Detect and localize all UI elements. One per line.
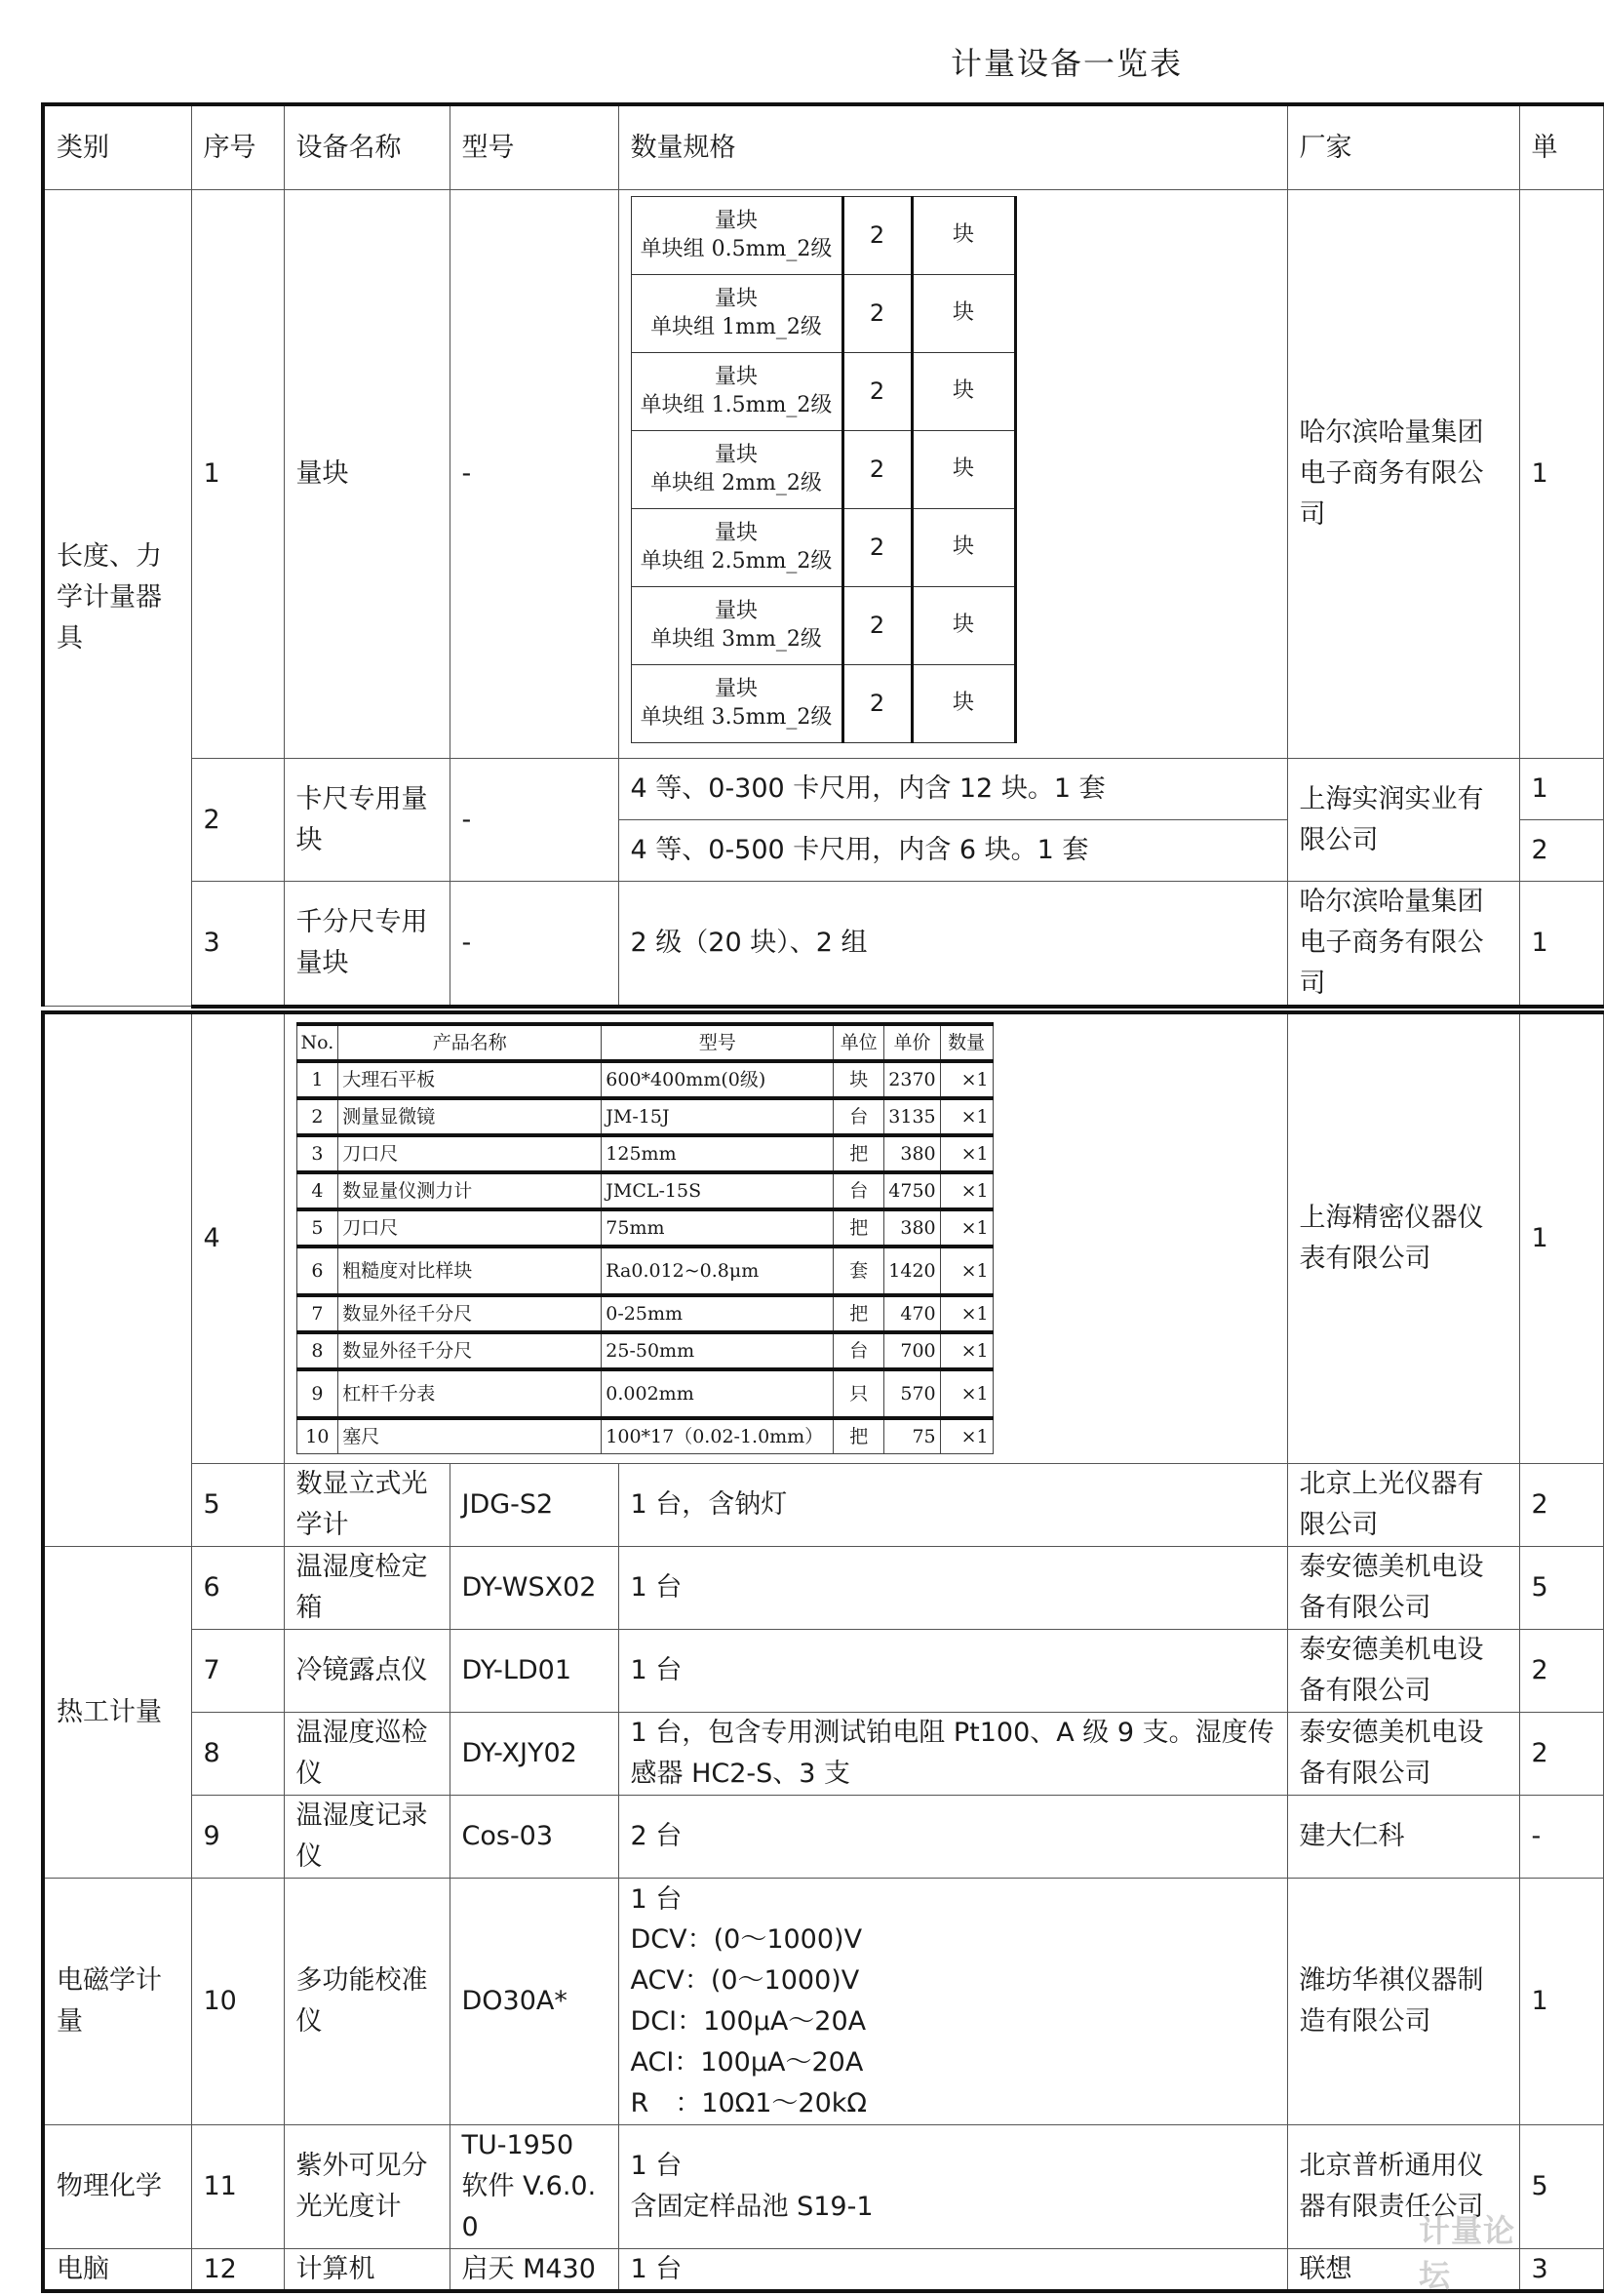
- product-qty: ×1: [940, 1332, 993, 1369]
- row-model: -: [450, 759, 618, 882]
- row-vendor: 建大仁科: [1287, 1796, 1519, 1879]
- product-price: 380: [884, 1209, 940, 1247]
- category-cell: 物理化学: [43, 2125, 191, 2249]
- spec-line: 1 台: [630, 2150, 683, 2181]
- row-model: Cos-03: [450, 1796, 618, 1879]
- gauge-block-unit: 块: [912, 197, 1015, 275]
- row-no: 9: [191, 1796, 284, 1879]
- product-no: 10: [296, 1418, 338, 1454]
- row-vendor: 泰安德美机电设备有限公司: [1287, 1713, 1519, 1796]
- row-name: 温湿度巡检仪: [284, 1713, 450, 1796]
- row-name: 计算机: [284, 2248, 450, 2291]
- gauge-block-row: [631, 665, 1015, 743]
- category-cell: 热工计量: [43, 1547, 191, 1879]
- gauge-block-row: [631, 275, 1015, 353]
- gauge-block-name: [631, 509, 842, 587]
- row-extra: -: [1519, 1796, 1603, 1879]
- gauge-block-qty: 2: [842, 587, 912, 665]
- gauge-block-row: [631, 431, 1015, 509]
- watermark: 计量论坛: [1419, 2212, 1516, 2294]
- row-no: 10: [191, 1879, 284, 2125]
- row-name: 温湿度检定箱: [284, 1547, 450, 1630]
- row-extra: 2: [1519, 1464, 1603, 1547]
- spec-line: 4 等、0-500 卡尺用，内含 6 块。1 套: [619, 819, 1287, 881]
- category-cell: 电磁学计量: [43, 1879, 191, 2125]
- product-qty: ×1: [940, 1295, 993, 1332]
- row-name: 冷镜露点仪: [284, 1630, 450, 1713]
- gauge-block-name: [631, 587, 842, 665]
- row-vendor: 泰安德美机电设备有限公司: [1287, 1630, 1519, 1713]
- row-model: DY-LD01: [450, 1630, 618, 1713]
- product-name: 刀口尺: [338, 1135, 602, 1172]
- extra-line: 2: [1520, 819, 1603, 881]
- row-name: 紫外可见分光光度计: [284, 2125, 450, 2249]
- gauge-block-title: 量块: [714, 442, 758, 467]
- header-no: 序号: [191, 104, 284, 190]
- row-no: 2: [191, 759, 284, 882]
- product-name: 粗糙度对比样块: [338, 1247, 602, 1295]
- row-extra: 1: [1519, 882, 1603, 1007]
- model-line: 软件 V.6.0.0: [461, 2170, 597, 2242]
- product-price: 75: [884, 1418, 940, 1454]
- spec-line: 4 等、0-300 卡尺用，内含 12 块。1 套: [630, 773, 1106, 804]
- product-row: [296, 1369, 993, 1418]
- product-unit: 把: [834, 1209, 884, 1247]
- product-no: 5: [296, 1209, 338, 1247]
- product-qty: ×1: [940, 1098, 993, 1135]
- gauge-block-qty: 2: [842, 509, 912, 587]
- product-header: 单位: [834, 1024, 884, 1061]
- row-spec: 2 台: [618, 1796, 1287, 1879]
- gauge-block-unit: 块: [912, 275, 1015, 353]
- product-row: [296, 1247, 993, 1295]
- row-extra: 2: [1519, 1713, 1603, 1796]
- gauge-block-spec: 单块组 0.5mm_2级: [640, 236, 833, 261]
- gauge-block-qty: 2: [842, 665, 912, 743]
- row-name: 多功能校准仪: [284, 1879, 450, 2125]
- row-name: 温湿度记录仪: [284, 1796, 450, 1879]
- product-name: 数显外径千分尺: [338, 1295, 602, 1332]
- gauge-block-title: 量块: [714, 598, 758, 623]
- row-extra: 5: [1519, 1547, 1603, 1630]
- row-vendor: 哈尔滨哈量集团电子商务有限公司: [1287, 882, 1519, 1007]
- gauge-block-unit: 块: [912, 665, 1015, 743]
- row-model: -: [450, 190, 618, 759]
- table-row: [43, 882, 1603, 1007]
- row-name: 量块: [284, 190, 450, 759]
- product-unit: 块: [834, 1061, 884, 1098]
- row-model: DY-WSX02: [450, 1547, 618, 1630]
- spec-line: 1 台: [630, 1883, 683, 1915]
- product-qty: ×1: [940, 1209, 993, 1247]
- table-row: [43, 1547, 1603, 1630]
- table-row: [43, 1796, 1603, 1879]
- gauge-block-row: [631, 197, 1015, 275]
- product-unit: 把: [834, 1295, 884, 1332]
- product-unit: 把: [834, 1135, 884, 1172]
- row-vendor: 上海精密仪器仪表有限公司: [1287, 1012, 1519, 1464]
- row-no: 4: [191, 1012, 284, 1464]
- gauge-block-row: [631, 587, 1015, 665]
- product-price: 3135: [884, 1098, 940, 1135]
- product-unit: 套: [834, 1247, 884, 1295]
- gauge-block-spec: 单块组 3.5mm_2级: [640, 704, 833, 730]
- row-no: 12: [191, 2248, 284, 2291]
- gauge-block-spec: 单块组 2mm_2级: [650, 470, 822, 495]
- product-name: 数显外径千分尺: [338, 1332, 602, 1369]
- row-vendor: 北京普析通用仪器有限责任公司: [1287, 2125, 1519, 2249]
- category-cell: 电脑: [43, 2248, 191, 2291]
- gauge-block-spec: 单块组 3mm_2级: [650, 626, 822, 652]
- row-no: 5: [191, 1464, 284, 1547]
- product-model: 0.002mm: [602, 1369, 834, 1418]
- product-model: 600*400mm(0级): [602, 1061, 834, 1098]
- row-model: DY-XJY02: [450, 1713, 618, 1796]
- product-no: 1: [296, 1061, 338, 1098]
- header-name: 设备名称: [284, 104, 450, 190]
- table-row: [43, 2125, 1603, 2249]
- product-row: [296, 1209, 993, 1247]
- category-cell: 长度、力学计量器具: [43, 190, 191, 1007]
- product-header: No.: [296, 1024, 338, 1061]
- table-row: [43, 759, 1603, 882]
- table-header-row: [43, 104, 1603, 190]
- row-spec: 1 台: [618, 2248, 1287, 2291]
- category-cell: [43, 1012, 191, 1547]
- product-model: Ra0.012~0.8μm: [602, 1247, 834, 1295]
- product-header: 单价: [884, 1024, 940, 1061]
- product-price: 4750: [884, 1172, 940, 1209]
- extra-line: 1: [1531, 773, 1548, 804]
- product-list-table: [296, 1022, 994, 1454]
- header-spec: 数量规格: [618, 104, 1287, 190]
- row-name: 数显立式光学计: [284, 1464, 450, 1547]
- product-row: [296, 1332, 993, 1369]
- table-row: [43, 2248, 1603, 2291]
- row-model: [450, 2125, 618, 2249]
- model-line: TU-1950: [461, 2130, 574, 2161]
- row-extra: [1519, 759, 1603, 882]
- header-vendor: 厂家: [1287, 104, 1519, 190]
- product-model: JM-15J: [602, 1098, 834, 1135]
- row-no: 11: [191, 2125, 284, 2249]
- gauge-block-spec: 单块组 1.5mm_2级: [640, 392, 833, 417]
- product-price: 380: [884, 1135, 940, 1172]
- spec-line: 含固定样品池 S19-1: [630, 2191, 874, 2222]
- table-row: [43, 190, 1603, 759]
- row-vendor: 北京上光仪器有限公司: [1287, 1464, 1519, 1547]
- product-qty: ×1: [940, 1061, 993, 1098]
- product-price: 470: [884, 1295, 940, 1332]
- row-spec: [618, 1879, 1287, 2125]
- gauge-block-qty: 2: [842, 431, 912, 509]
- product-price: 2370: [884, 1061, 940, 1098]
- gauge-block-title: 量块: [714, 520, 758, 545]
- product-name: 数显量仪测力计: [338, 1172, 602, 1209]
- product-no: 6: [296, 1247, 338, 1295]
- gauge-block-unit: 块: [912, 587, 1015, 665]
- table-row: [43, 1012, 1603, 1464]
- product-model: 125mm: [602, 1135, 834, 1172]
- product-no: 7: [296, 1295, 338, 1332]
- row-spec: 1 台: [618, 1630, 1287, 1713]
- row-spec: [618, 2125, 1287, 2249]
- page-title: 计量设备一览表: [951, 45, 1184, 82]
- gauge-block-unit: 块: [912, 509, 1015, 587]
- product-qty: ×1: [940, 1135, 993, 1172]
- product-name: 大理石平板: [338, 1061, 602, 1098]
- row-spec: [618, 190, 1287, 759]
- spec-line: ACI：100μA～20A: [630, 2046, 864, 2078]
- product-no: 2: [296, 1098, 338, 1135]
- product-model: 25-50mm: [602, 1332, 834, 1369]
- row-name: 千分尺专用量块: [284, 882, 450, 1007]
- product-model: JMCL-15S: [602, 1172, 834, 1209]
- product-price: 1420: [884, 1247, 940, 1295]
- gauge-block-name: [631, 275, 842, 353]
- product-name: 测量显微镜: [338, 1098, 602, 1135]
- product-row: [296, 1098, 993, 1135]
- gauge-block-unit: 块: [912, 353, 1015, 431]
- gauge-block-row: [631, 509, 1015, 587]
- gauge-block-title: 量块: [714, 286, 758, 311]
- row-model: 启天 M430: [450, 2248, 618, 2291]
- row-no: 7: [191, 1630, 284, 1713]
- gauge-block-title: 量块: [714, 364, 758, 389]
- gauge-block-table: [631, 196, 1017, 743]
- gauge-block-qty: 2: [842, 275, 912, 353]
- product-model: 100*17（0.02-1.0mm）: [602, 1418, 834, 1454]
- row-model: DO30A*: [450, 1879, 618, 2125]
- row-model: JDG-S2: [450, 1464, 618, 1547]
- gauge-block-qty: 2: [842, 197, 912, 275]
- product-qty: ×1: [940, 1172, 993, 1209]
- row-no: 3: [191, 882, 284, 1007]
- row-no: 1: [191, 190, 284, 759]
- row-vendor: 泰安德美机电设备有限公司: [1287, 1547, 1519, 1630]
- header-extra: 単: [1519, 104, 1603, 190]
- row-spec: 1 台，包含专用测试铂电阻 Pt100、A 级 9 支。湿度传感器 HC2-S、3 支: [618, 1713, 1287, 1796]
- table-row: [43, 1713, 1603, 1796]
- product-name: 刀口尺: [338, 1209, 602, 1247]
- product-header: 型号: [602, 1024, 834, 1061]
- product-unit: 台: [834, 1332, 884, 1369]
- product-name: 塞尺: [338, 1418, 602, 1454]
- product-model: 0-25mm: [602, 1295, 834, 1332]
- product-row: [296, 1061, 993, 1098]
- table-row: [43, 1464, 1603, 1547]
- product-unit: 只: [834, 1369, 884, 1418]
- gauge-block-spec: 单块组 2.5mm_2级: [640, 548, 833, 574]
- product-no: 4: [296, 1172, 338, 1209]
- row-spec: [618, 759, 1287, 882]
- row-no: 8: [191, 1713, 284, 1796]
- product-qty: ×1: [940, 1418, 993, 1454]
- header-category: 类别: [43, 104, 191, 190]
- row-vendor: 哈尔滨哈量集团电子商务有限公司: [1287, 190, 1519, 759]
- gauge-block-spec: 单块组 1mm_2级: [650, 314, 822, 339]
- product-header-row: [296, 1024, 993, 1061]
- product-header: 数量: [940, 1024, 993, 1061]
- product-unit: 台: [834, 1098, 884, 1135]
- row-extra: 1: [1519, 1879, 1603, 2125]
- gauge-block-qty: 2: [842, 353, 912, 431]
- gauge-block-title: 量块: [714, 208, 758, 233]
- row-no: 6: [191, 1547, 284, 1630]
- product-row: [296, 1135, 993, 1172]
- gauge-block-row: [631, 353, 1015, 431]
- product-qty: ×1: [940, 1247, 993, 1295]
- row-spec: 1 台，含钠灯: [618, 1464, 1287, 1547]
- product-no: 8: [296, 1332, 338, 1369]
- gauge-block-name: [631, 353, 842, 431]
- product-header: 产品名称: [338, 1024, 602, 1061]
- row-extra: 5: [1519, 2125, 1603, 2249]
- product-unit: 台: [834, 1172, 884, 1209]
- row-model: -: [450, 882, 618, 1007]
- gauge-block-name: [631, 197, 842, 275]
- table-row: [43, 1879, 1603, 2125]
- product-no: 3: [296, 1135, 338, 1172]
- gauge-block-title: 量块: [714, 676, 758, 701]
- row-extra: 1: [1519, 1012, 1603, 1464]
- gauge-block-name: [631, 665, 842, 743]
- row-vendor: 联想: [1287, 2248, 1519, 2291]
- product-row: [296, 1418, 993, 1454]
- row-vendor: 潍坊华祺仪器制造有限公司: [1287, 1879, 1519, 2125]
- table-row: [43, 1630, 1603, 1713]
- header-model: 型号: [450, 104, 618, 190]
- product-row: [296, 1295, 993, 1332]
- product-row: [296, 1172, 993, 1209]
- gauge-block-unit: 块: [912, 431, 1015, 509]
- product-model: 75mm: [602, 1209, 834, 1247]
- gauge-block-name: [631, 431, 842, 509]
- spec-line: R ：10Ω1～20kΩ: [630, 2087, 868, 2118]
- row-extra: 2: [1519, 1630, 1603, 1713]
- row-spec: 2 级（20 块）、2 组: [618, 882, 1287, 1007]
- product-qty: ×1: [940, 1369, 993, 1418]
- spec-line: DCI：100μA～20A: [630, 2006, 867, 2038]
- spec-line: ACV：(0～1000)V: [630, 1965, 860, 1997]
- row-vendor: 上海实润实业有限公司: [1287, 759, 1519, 882]
- equipment-table: [41, 102, 1604, 2293]
- row-name: 卡尺专用量块: [284, 759, 450, 882]
- spec-line: DCV：(0～1000)V: [630, 1924, 863, 1956]
- row-spec: 1 台: [618, 1547, 1287, 1630]
- row-extra: 3: [1519, 2248, 1603, 2291]
- product-unit: 把: [834, 1418, 884, 1454]
- product-list-cell: [284, 1012, 1287, 1464]
- product-price: 570: [884, 1369, 940, 1418]
- product-price: 700: [884, 1332, 940, 1369]
- row-extra: 1: [1519, 190, 1603, 759]
- product-no: 9: [296, 1369, 338, 1418]
- product-name: 杠杆千分表: [338, 1369, 602, 1418]
